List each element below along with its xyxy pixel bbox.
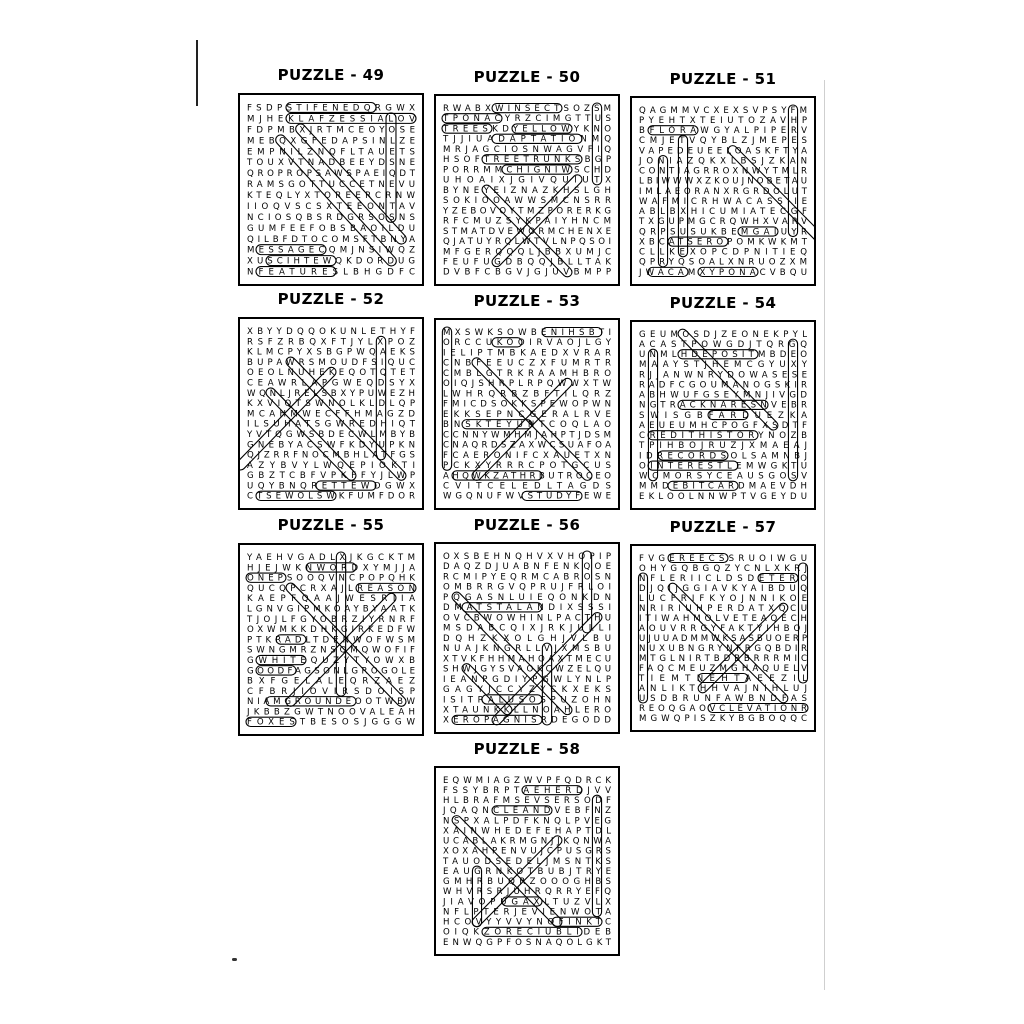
grid-row: JKBBZGWTNOOVALEAH (247, 707, 415, 718)
puzzle-title: PUZZLE - 54 (669, 294, 777, 312)
grid-row: OMBRRGVQPRUJFRLOI (443, 582, 611, 593)
found-word-outline (356, 583, 416, 592)
grid-row: DJQIJGGIAVKYAIBDUQ (639, 583, 807, 594)
grid-row: QAGMMVCXEXSVPSYFM (639, 105, 807, 116)
found-word-outline (678, 350, 758, 359)
grid-row: QROPROPSAWSPAEIQDT (247, 169, 415, 180)
grid-row: EQWMIAGZWVPFQDRCK (443, 775, 611, 786)
grid-row: YVTQGWSBDECWLMBYB (247, 429, 415, 440)
grid-row: IEANPGDIYPGWLYNLP (443, 674, 611, 685)
grid-row: KXVIQTSWNOLKLDLQP (247, 399, 415, 410)
grid-row: XTAUNKKLLNOAHLERO (443, 705, 611, 716)
grid-row: WQNLJRELSBXYPUWEZH (247, 388, 415, 399)
grid-row: YZEBOVOYTMZPORERKG (443, 206, 611, 217)
grid-row: UJUUADMMWKSASBUOERP (639, 633, 807, 644)
grid-row: LGNVGIPMKOAYBYAATK (247, 604, 415, 615)
grid-row: BUPAWRSMOUDFSIQUC (247, 357, 415, 368)
puzzle-56 (434, 516, 620, 734)
puzzle-57 (630, 518, 816, 732)
grid-row: PTKRADLTDENWOFWSM (247, 635, 415, 646)
grid-row: TJOJLFGYOBRZIYRNRF (247, 614, 415, 625)
puzzle-title: PUZZLE - 49 (277, 66, 385, 84)
grid-row: FSSYBRPTAEHERDJVV (443, 786, 611, 797)
grid-row: MMDEBITCARDMAEVDH (639, 481, 807, 492)
grid-row: JIAVOPUGAXLTUZVLX (443, 897, 611, 908)
grid-row: CONTIAGRROXNWYTMLR (639, 166, 807, 177)
binding-edge-line (196, 40, 198, 106)
grid-row: DMATSTALANDIXSSSI (443, 603, 611, 614)
grid-row: EKLOOLNNWPTVGEYDU (639, 491, 807, 502)
grid-row: TPONACYRZCIMGTTUS (443, 114, 611, 125)
grid-row: PYEHTXTEIUTOZAVHP (639, 116, 807, 127)
grid-row: PCKXYRRRCPOTGCUS (443, 461, 611, 472)
page-shadow-line (824, 80, 825, 990)
grid-row: UQYBNQRETTEWDGWX (247, 481, 415, 492)
grid-row: XEROPAGNISRDEGODD (443, 715, 611, 726)
grid-row: XBCATSEROPOMKWKMT (639, 237, 807, 248)
puzzle-53 (434, 292, 620, 510)
grid-row: TREESKDYELLOWYKNO (443, 124, 611, 135)
grid-row: HSOFTREETRUNKSBGP (443, 155, 611, 166)
puzzle-grid (434, 542, 620, 734)
grid-row: STMATDVEWORMCHENXE (443, 226, 611, 237)
grid-row: MEBQXGFEDAPSINLZE (247, 136, 415, 147)
grid-row: RCMIPYEQRMCABROSN (443, 572, 611, 583)
grid-row: MESSAGECQMJNSIWQZ (247, 245, 415, 256)
grid-row: ILSUHATSGWREDHIQT (247, 419, 415, 430)
puzzle-title: PUZZLE - 57 (669, 518, 777, 536)
grid-row: DAQZDJUABNFENKQOE (443, 562, 611, 573)
grid-row: MFGERQQQLJBBXUMJC (443, 247, 611, 258)
grid-row: IMLAEORANXRGRDOLUT (639, 186, 807, 197)
puzzle-49 (238, 66, 424, 286)
grid-row: NSPXALPDFKNQLPVEG (443, 816, 611, 827)
grid-row: AOUVRRGYFAKTYIHBOJ (639, 623, 807, 634)
grid-row: OEOLNUHEKEQOTQTET (247, 368, 415, 379)
grid-row: OIQKZORECIUBLIDEB (443, 927, 611, 938)
grid-row: MJHEKLAFZESSIALOV (247, 114, 415, 125)
grid-row: JWACAMXYPONACVBQU (639, 267, 807, 278)
grid-row: TOUXVTNADBEEYDSNE (247, 158, 415, 169)
grid-row: GNEBYACSWFKDYUPKN (247, 440, 415, 451)
grid-row: AEUEUMHCPOGFXSDTF (639, 420, 807, 431)
grid-row: WHVRSRJUHRQRRYEFQ (443, 887, 611, 898)
grid-row: JQAQNCLEANDVEBFNZ (443, 806, 611, 817)
grid-row: GMHRBUQRZOOOGHBS (443, 877, 611, 888)
grid-row: WCMORSYCEAUSGOSV (639, 471, 807, 482)
grid-row: FVGEREECSSRUOIWGU (639, 553, 807, 564)
grid-row: AZYBVYLWQEPIOKTI (247, 460, 415, 471)
grid-row: OXWMKKDHKGIRKEDFW (247, 625, 415, 636)
puzzle-title: PUZZLE - 56 (473, 516, 581, 534)
grid-row: CNAQRDSZAXWCSUAFOA (443, 440, 611, 451)
grid-row: LBIWWWXZKOUJNOBETAU (639, 176, 807, 187)
grid-row: UNMLHDEPOSITMBDEO (639, 350, 807, 361)
grid-row: REOQGAOVCLEVATIONR (639, 703, 807, 714)
grid-row: IELIPTMBKAEDXVRAR (443, 348, 611, 359)
grid-row: HCOVYYVVYNOFINKTC (443, 917, 611, 928)
grid-row: SOKIOOAWWSMCNSRR (443, 196, 611, 207)
grid-row: DQHZKXOLGHJVLBU (443, 633, 611, 644)
grid-row: CEAWRLAPGWEQDSYX (247, 378, 415, 389)
grid-row: CVITCELEDLTAGDS (443, 481, 611, 492)
grid-row: IIOQVSCSXTEEONTAV (247, 201, 415, 212)
puzzle-54 (630, 294, 816, 510)
grid-row: AHQWKZATHRBUTROCEO (443, 471, 611, 482)
grid-row: RFCMUZSYKPAIYHNCM (443, 216, 611, 227)
grid-row: MRJAGCIOSNWAGVFIQ (443, 144, 611, 155)
puzzle-title: PUZZLE - 58 (473, 740, 581, 758)
grid-row: GOODFAGSONLGROGOLE (247, 666, 415, 677)
grid-row: TXGUPMGCRQWHXVARV (639, 217, 807, 228)
puzzle-grid (434, 94, 620, 286)
grid-row: XUSCIHTEWQKDORDUG (247, 256, 415, 267)
grid-row: ENWQGPFOSNAQOLGKT (443, 937, 611, 948)
grid-row: LWHRQRBZBFTILQRZ (443, 389, 611, 400)
grid-row: KLMCPYXSBGPWQAEKS (247, 347, 415, 358)
grid-row: FSDPSTIFENEDQRGWX (247, 103, 415, 114)
puzzle-grid (434, 318, 620, 510)
grid-row: XTVKFHHMAHOAXTMECU (443, 654, 611, 665)
grid-row: TIEMTNEHTAEEZIL (639, 673, 807, 684)
grid-row: PQGASNLUIEQONKDN (443, 592, 611, 603)
puzzle-title: PUZZLE - 51 (669, 70, 777, 88)
grid-row: EKKSEPNCGERALRVE (443, 409, 611, 420)
puzzle-grid (238, 543, 424, 736)
grid-row: SHWJGYSVAOKCWZELQU (443, 664, 611, 675)
grid-row: CREDITHISTORYNOZB (639, 431, 807, 442)
grid-row: JONIAZQKXLBSJZKAN (639, 156, 807, 167)
grid-row: ONEPSOOQVNCPOPQHK (247, 573, 415, 584)
grid-row: GEUMOSDJZEONEKPYL (639, 329, 807, 340)
grid-row: QPRYQSOALXNRUOZXM (639, 257, 807, 268)
grid-row: LUCFRIFKYOJNNIKOE (639, 593, 807, 604)
grid-row: OVCBWOWHINLPACTHU (443, 613, 611, 624)
grid-row: BXFGELALEQRZAEZ (247, 676, 415, 687)
grid-row: NCIOSQBSRDGRSOSNS (247, 212, 415, 223)
grid-row: HJEJWKNWORDXYMJJA (247, 563, 415, 574)
grid-row: ACASTPOWGDJTQRGQ (639, 340, 807, 351)
grid-row: RSFZRBQXFTJYLXPOZ (247, 337, 415, 348)
grid-row: NRIRIUHPERDATXQCU (639, 603, 807, 614)
grid-row: FDPMBXJRTMCEOYOSE (247, 125, 415, 136)
grid-row: NFEATURESLBHGDFC (247, 267, 415, 278)
grid-row: XAINWHEDEFEHAPTDL (443, 826, 611, 837)
grid-row: MCAHMWECFFHMAGZD (247, 409, 415, 420)
grid-row: MSDABCQIXJRKJULLI (443, 623, 611, 634)
grid-row: PORRMMCHIGNIWSCHD (443, 165, 611, 176)
grid-row: QJZRRFNOCMBHLATFGS (247, 450, 415, 461)
grid-row: FAQCMEUZMGHAQUELV (639, 663, 807, 674)
grid-row: NUAJKNGRLLVJXMSBU (443, 644, 611, 655)
puzzle-grid (434, 766, 620, 956)
grid-row: NFLPTERJEVIENWOTA (443, 907, 611, 918)
found-word-outline (442, 114, 502, 123)
scan-speck (232, 958, 237, 961)
puzzle-grid (238, 93, 424, 286)
grid-row: CFBRJIOVIRSDOISP (247, 686, 415, 697)
grid-row: MTGLNIRTBDBBRRRMIC (639, 653, 807, 664)
grid-row: OINTERESTLEMWGKTU (639, 461, 807, 472)
grid-row: RADFCGOUMANOGSKIR (639, 380, 807, 391)
grid-row: UCABLAKRMGNJJKQNWA (443, 836, 611, 847)
grid-row: ITIWAHMOLVETEAQECH (639, 613, 807, 624)
grid-row: FOXESTBESOSJGGGW (247, 717, 415, 728)
grid-row: RJJANWNRYDOWASESE (639, 370, 807, 381)
grid-row: NIAMGROUNDEOOTWBW (247, 697, 415, 708)
puzzle-52 (238, 290, 424, 510)
grid-row: ABHWUFGSEYMNJIVGD (639, 390, 807, 401)
puzzle-grid (238, 317, 424, 510)
grid-row: MGWQPISZKYBGBOQQC (639, 713, 807, 724)
grid-row: CCNNYWMHMJAHPTJDSM (443, 430, 611, 441)
grid-row: CTSEWOLSWKFUMFDOR (247, 491, 415, 502)
grid-row: BYNEYEIZNAZKHSLGH (443, 185, 611, 196)
grid-row: ANLIKTHHVAJNIHLUJ (639, 683, 807, 694)
puzzle-grid (630, 320, 816, 510)
puzzle-title: PUZZLE - 52 (277, 290, 385, 308)
grid-row: YAEHVGADLXJKGCKTM (247, 553, 415, 564)
grid-row: USDBRUNFAWBNDFAS (639, 693, 807, 704)
grid-row: BNSKTEYUNTCOQLAO (443, 420, 611, 431)
grid-row: GUMFEEFOBSBAOILDU (247, 223, 415, 234)
grid-row: RAMSGOTTUCCETNEVU (247, 180, 415, 191)
grid-row: TJJIUADAPTATIONMQ (443, 134, 611, 145)
grid-row: ABLBXHICUMIATECGF (639, 207, 807, 218)
grid-row: CMJETVQYBLZJMEPES (639, 136, 807, 147)
puzzle-58 (434, 740, 620, 956)
grid-row: SWNGMRZNSQMQWOFIF (247, 645, 415, 656)
found-word-outline (522, 786, 582, 795)
grid-row: WGQNUFWVSTUDYFEWE (443, 491, 611, 502)
grid-row: DVBFCBGVJGJUVBMPP (443, 267, 611, 278)
grid-row: GWHITEQUZYTYOWXB (247, 655, 415, 666)
grid-row: KAEPFQAAJWESRIIA (247, 594, 415, 605)
grid-row: OIQJSHRPLRPQWWXTW (443, 379, 611, 390)
grid-row: EMPNILZNQFLTAUETS (247, 147, 415, 158)
grid-row: NFLERIICLDSDETERO (639, 573, 807, 584)
grid-row: MXSWKSOWBENIHSBTI (443, 327, 611, 338)
puzzle-title: PUZZLE - 53 (473, 292, 581, 310)
grid-row: FMICDSOKKSPEWOPWN (443, 399, 611, 410)
grid-row: TPIHBOJRUZJXMAEAJ (639, 441, 807, 452)
grid-row: KTEQLYXTOREERCRNW (247, 191, 415, 202)
grid-row: QILBFDTOCOMSFTBNYA (247, 234, 415, 245)
puzzle-title: PUZZLE - 55 (277, 516, 385, 534)
grid-row: ISITRALUSOSPUZOHN (443, 695, 611, 706)
grid-row: TAUODSEDELJMSNTKS (443, 856, 611, 867)
grid-row: OHYGQBGQZYCNLXKRJ (639, 563, 807, 574)
grid-row: NGTRACKNARESNVEBR (639, 400, 807, 411)
grid-row: FEUFUGDBQQJBLLTAK (443, 257, 611, 268)
grid-row: WAFMICRHWACASSIIE (639, 196, 807, 207)
grid-row: RWABXWINSECTSOZSM (443, 103, 611, 114)
grid-row: EAUGRNKOTBUBJTRYE (443, 866, 611, 877)
grid-row: XBYYDQQOKUNLETHYF (247, 327, 415, 338)
puzzle-51 (630, 70, 816, 286)
grid-row: SWISGBFARDUEZKA (639, 410, 807, 421)
grid-row: GBZTCBFVPKFFYJLWP (247, 471, 415, 482)
grid-row: CMBLGTRKRAAMHBRO (443, 368, 611, 379)
grid-row: IDRECORDSOLSAMNBJ (639, 451, 807, 462)
grid-row: NUXUBNGRYNFRGQBDIR (639, 643, 807, 654)
puzzle-grid (630, 96, 816, 286)
puzzle-55 (238, 516, 424, 736)
grid-row: FCAERONIFCXAUETXN (443, 450, 611, 461)
grid-row: CNBFEEUCZXFUMRTR (443, 358, 611, 369)
grid-row: CLLKEXOPCDPNITIEQ (639, 247, 807, 258)
grid-row: UHOAIXJGIVQUIUTX (443, 175, 611, 186)
grid-row: QRPSUSUKBEMGAIUYR (639, 227, 807, 238)
grid-row: BFLORAWGYALPIPERV (639, 126, 807, 137)
grid-row: MAAYSTJHEMCGYUXY (639, 360, 807, 371)
puzzle-50 (434, 68, 620, 286)
grid-row: QUCQPCRXAJLREASON (247, 583, 415, 594)
grid-row: ORCCUKOOIRVAOJLGY (443, 338, 611, 349)
puzzle-grid (630, 544, 816, 732)
grid-row: VAPEDEUEELOASKFTYA (639, 146, 807, 157)
puzzle-title: PUZZLE - 50 (473, 68, 581, 86)
grid-row: OXSBEHNQHVXVHOPIP (443, 551, 611, 562)
grid-row: QJATUYRQLWTVLNPQSOI (443, 237, 611, 248)
grid-row: HLBRAFMSEVSERSODF (443, 796, 611, 807)
grid-row: XOXAHPENVUJCPUSGRS (443, 846, 611, 857)
grid-row: GAGYJCCYZYCKXEKS (443, 685, 611, 696)
